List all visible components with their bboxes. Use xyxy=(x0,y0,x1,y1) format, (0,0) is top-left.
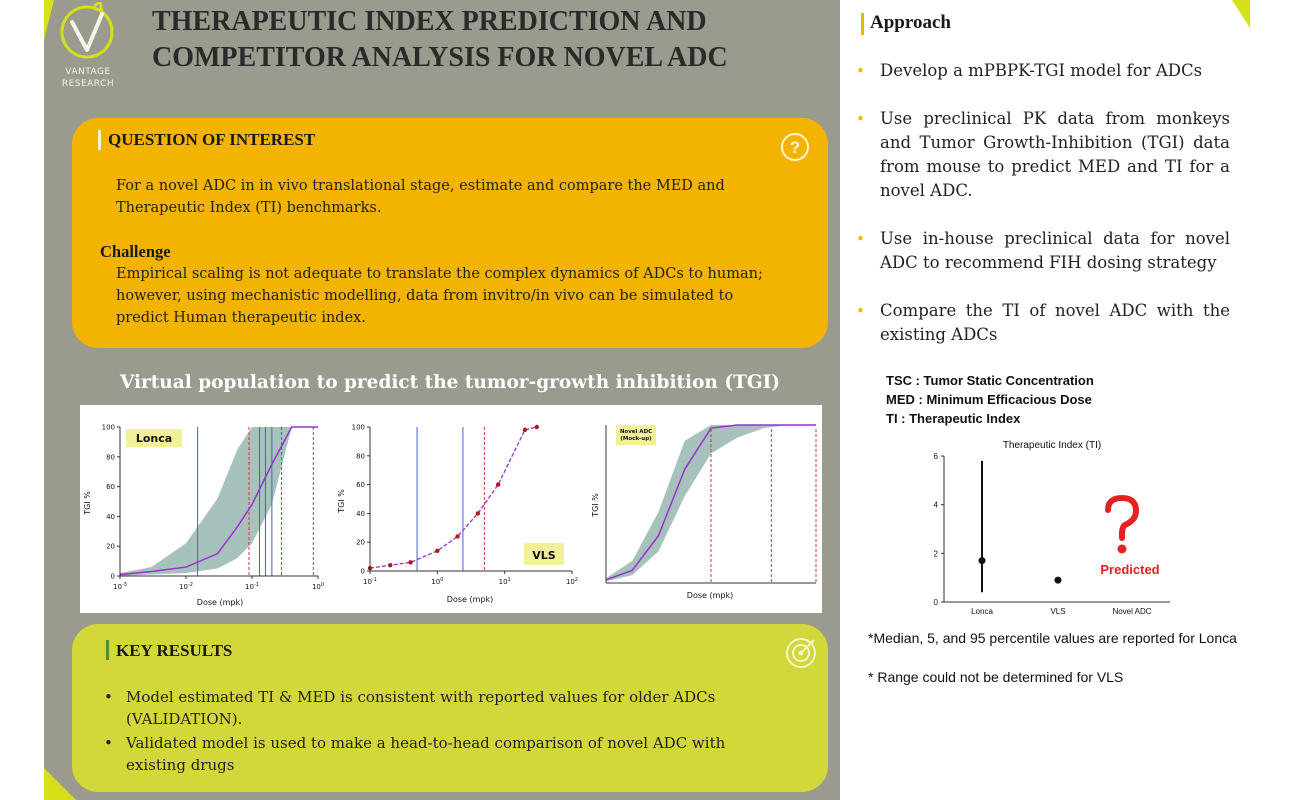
bullet-icon: • xyxy=(856,110,865,128)
y-axis-label: TGI % xyxy=(591,493,600,517)
results-card xyxy=(72,624,828,792)
y-axis-label: TGI % xyxy=(337,489,346,513)
abbreviation: TI : Therapeutic Index xyxy=(886,411,1021,426)
y-tick-label: 4 xyxy=(933,500,938,510)
logo-text: RESEARCH xyxy=(61,79,115,89)
x-axis-label: Dose (mpk) xyxy=(196,598,244,607)
approach-heading: Approach xyxy=(870,12,951,33)
lonca-tgi-chart xyxy=(80,405,330,613)
y-tick-label: 20 xyxy=(106,542,115,551)
y-tick-label: 0 xyxy=(360,567,365,576)
question-card xyxy=(72,118,828,348)
y-tick-label: 0 xyxy=(933,598,938,607)
result-bullet: Validated model is used to make a head-to-head comparison of novel ADC with existing drugs xyxy=(126,734,726,774)
svg-text:?: ? xyxy=(789,138,801,157)
y-axis-label: TGI % xyxy=(83,491,92,515)
chart-label-box xyxy=(616,425,656,445)
data-point xyxy=(476,511,480,515)
bullet-icon: • xyxy=(856,230,865,248)
x-axis-label: Dose (mpk) xyxy=(686,591,734,600)
x-tick-label: $10^{-3}$ xyxy=(113,582,127,591)
chart-title: Therapeutic Index (TI) xyxy=(1002,440,1102,451)
y-tick-label: 100 xyxy=(101,423,115,432)
result-bullet: Model estimated TI & MED is consistent with reported values for older ADCs (VALIDATION). xyxy=(126,688,716,728)
y-tick-label: 80 xyxy=(356,452,365,461)
question-text: For a novel ADC in in vivo translational stage, estimate and compare the MED and Therapeutic Index (TI) benchmarks. xyxy=(116,178,725,216)
chart-label: VLS xyxy=(532,549,556,562)
x-tick-label: $10^{-2}$ xyxy=(179,582,193,591)
y-tick-label: 80 xyxy=(106,453,115,462)
challenge-heading: Challenge xyxy=(100,242,171,261)
median-line xyxy=(370,427,537,568)
x-tick-label: $10^{-1}$ xyxy=(245,582,259,591)
y-tick-label: 0 xyxy=(110,572,115,581)
x-tick-label: $10^2$ xyxy=(565,577,579,586)
challenge-text: Empirical scaling is not adequate to translate the complex dynamics of ADCs to human; however, using mechanistic modelling, data from invitro/in vivo can be simulated to predict Human therapeutic index. xyxy=(116,266,763,326)
corner-decoration xyxy=(44,0,54,40)
question-heading: QUESTION OF INTEREST xyxy=(108,130,316,149)
chart-label: Novel ADC xyxy=(619,429,653,435)
y-tick-label: 60 xyxy=(356,481,365,490)
y-tick-label: 6 xyxy=(933,452,938,461)
data-point xyxy=(455,534,459,538)
chart-label: (Mock-up) xyxy=(620,436,652,442)
abbreviation: MED : Minimum Efficacious Dose xyxy=(886,392,1092,407)
median-point xyxy=(1055,577,1062,584)
data-point xyxy=(388,563,392,567)
predicted-label: Predicted xyxy=(1100,562,1160,577)
approach-bullet: Compare the TI of novel ADC with the existing ADCs xyxy=(880,301,1230,344)
x-tick-label: $10^0$ xyxy=(311,582,325,591)
corner-decoration xyxy=(1232,0,1250,28)
approach-bullet: Use in-house preclinical data for novel ADC to recommend FIH dosing strategy xyxy=(880,229,1230,272)
novel-adc-tgi-chart xyxy=(580,405,822,613)
y-tick-label: 100 xyxy=(351,423,365,432)
heading-accent xyxy=(861,13,864,35)
bullet-icon: • xyxy=(856,62,865,80)
bullet-icon: • xyxy=(856,302,865,320)
confidence-band xyxy=(606,425,816,581)
y-tick-label: 2 xyxy=(933,549,938,559)
y-tick-label: 40 xyxy=(106,512,115,521)
x-axis-label: Dose (mpk) xyxy=(446,595,494,604)
category-label: Novel ADC xyxy=(1112,607,1152,616)
virtual-population-title: Virtual population to predict the tumor-growth inhibition (TGI) xyxy=(119,372,781,393)
approach-bullet: Develop a mPBPK-TGI model for ADCs xyxy=(880,61,1203,80)
tgi-charts xyxy=(80,405,822,613)
category-label: Lonca xyxy=(971,607,993,616)
data-point xyxy=(496,482,500,486)
question-circle-icon xyxy=(780,132,810,162)
question-mark-icon xyxy=(1108,498,1136,554)
category-label: VLS xyxy=(1050,607,1066,616)
chart-label: Lonca xyxy=(135,432,173,445)
data-point xyxy=(408,560,412,564)
data-point xyxy=(523,428,527,432)
x-tick-label: $10^1$ xyxy=(498,577,511,586)
bullet-icon: • xyxy=(104,734,113,752)
therapeutic-index-chart xyxy=(920,432,1180,622)
results-heading: KEY RESULTS xyxy=(116,641,233,660)
median-point xyxy=(979,557,986,564)
target-icon xyxy=(784,636,818,670)
page-title: THERAPEUTIC INDEX PREDICTION AND COMPETITOR ANALYSIS FOR NOVEL ADC xyxy=(152,6,728,73)
data-point xyxy=(535,425,539,429)
approach-bullet: Use preclinical PK data from monkeys and Tumor Growth-Inhibition (TGI) data from mouse to predict MED and TI for a novel ADC. xyxy=(880,109,1230,200)
vls-tgi-chart xyxy=(330,405,580,613)
heading-accent xyxy=(106,640,109,660)
abbreviation: TSC : Tumor Static Concentration xyxy=(886,373,1094,388)
footnote: *Median, 5, and 95 percentile values are reported for Lonca xyxy=(868,630,1237,646)
x-tick-label: $10^0$ xyxy=(431,577,444,586)
y-tick-label: 40 xyxy=(356,509,365,518)
confidence-band xyxy=(120,427,318,576)
y-tick-label: 60 xyxy=(106,483,115,492)
y-tick-label: 20 xyxy=(356,538,365,547)
bullet-icon: • xyxy=(104,688,113,706)
logo-text: VANTAGE xyxy=(65,67,111,77)
heading-accent xyxy=(98,130,101,150)
footnote: * Range could not be determined for VLS xyxy=(868,669,1124,685)
x-tick-label: $10^{-1}$ xyxy=(363,577,377,586)
data-point xyxy=(435,549,439,553)
